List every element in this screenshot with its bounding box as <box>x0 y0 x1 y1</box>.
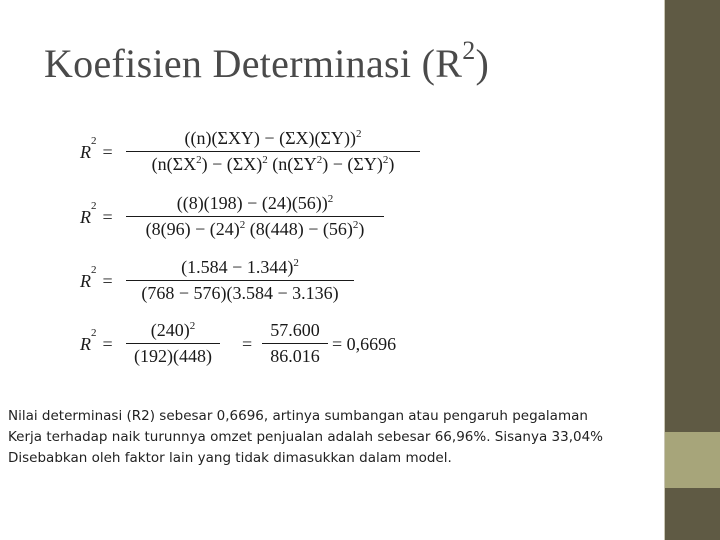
formula-lhs: $R^2=$ <box>80 135 113 162</box>
formula-lhs: $R^2=$ <box>80 327 113 354</box>
explanation-line: Nilai determinasi (R2) sebesar 0,6696, artinya sumbangan atau pengaruh pegalaman <box>8 408 588 424</box>
formula-fraction <box>126 193 384 240</box>
formula-numerator: 57.600 <box>270 320 320 340</box>
formula-denominator: ($n(\Sigma X^2) - (\Sigma X)^2$ $(n(\Sigma Y^2) - (\Sigma Y)^2)$ <box>151 154 395 174</box>
formula-fraction <box>126 128 420 175</box>
explanation-line: Disebabkan oleh faktor lain yang tidak dimasukkan dalam model. <box>8 450 452 466</box>
fraction-bar <box>126 343 220 344</box>
formula-result-value: = 0,6696 <box>332 334 397 354</box>
formula-numerator: $(1.584 - 1.344)^2$ <box>181 257 299 277</box>
title-text: Koefisien Determinasi (R <box>44 41 463 86</box>
explanation-text <box>8 406 658 469</box>
explanation-line: Kerja terhadap naik turunnya omzet penjualan adalah sebesar 66,96%. Sisanya 33,04% <box>8 429 603 445</box>
fraction-bar <box>262 343 328 344</box>
formula-denominator: (768 − 576)(3.584 − 3.136) <box>141 283 339 303</box>
formula-fraction-numeric <box>262 320 328 367</box>
fraction-bar <box>126 216 384 217</box>
formula-lhs: $R^2=$ <box>80 264 113 291</box>
formula-numerator: $((8)(198) - (24)(56))^2$ <box>176 193 334 213</box>
formula-numerator: $(240)^2$ <box>150 320 196 340</box>
formula-numerator: $((n)(\Sigma XY) - (\Sigma X)(\Sigma Y))^2$ <box>184 128 362 148</box>
formula-denominator: ($8(96) - (24)^2$ $(8(448) - (56)^2)$ <box>145 219 365 239</box>
formula-denominator: 86.016 <box>270 346 320 366</box>
formula-fraction <box>126 320 220 367</box>
fraction-bar <box>126 280 354 281</box>
formula-lhs: $R^2=$ <box>80 200 113 227</box>
slide-title <box>44 35 490 87</box>
sidebar-accent <box>665 432 720 488</box>
title-superscript: 2 <box>462 35 476 65</box>
equals-sign: = <box>242 334 253 354</box>
sidebar-divider <box>664 0 665 540</box>
title-close: ) <box>475 41 490 86</box>
formula-fraction <box>126 257 354 304</box>
fraction-bar <box>126 151 420 152</box>
formula-denominator: (192)(448) <box>134 346 212 366</box>
